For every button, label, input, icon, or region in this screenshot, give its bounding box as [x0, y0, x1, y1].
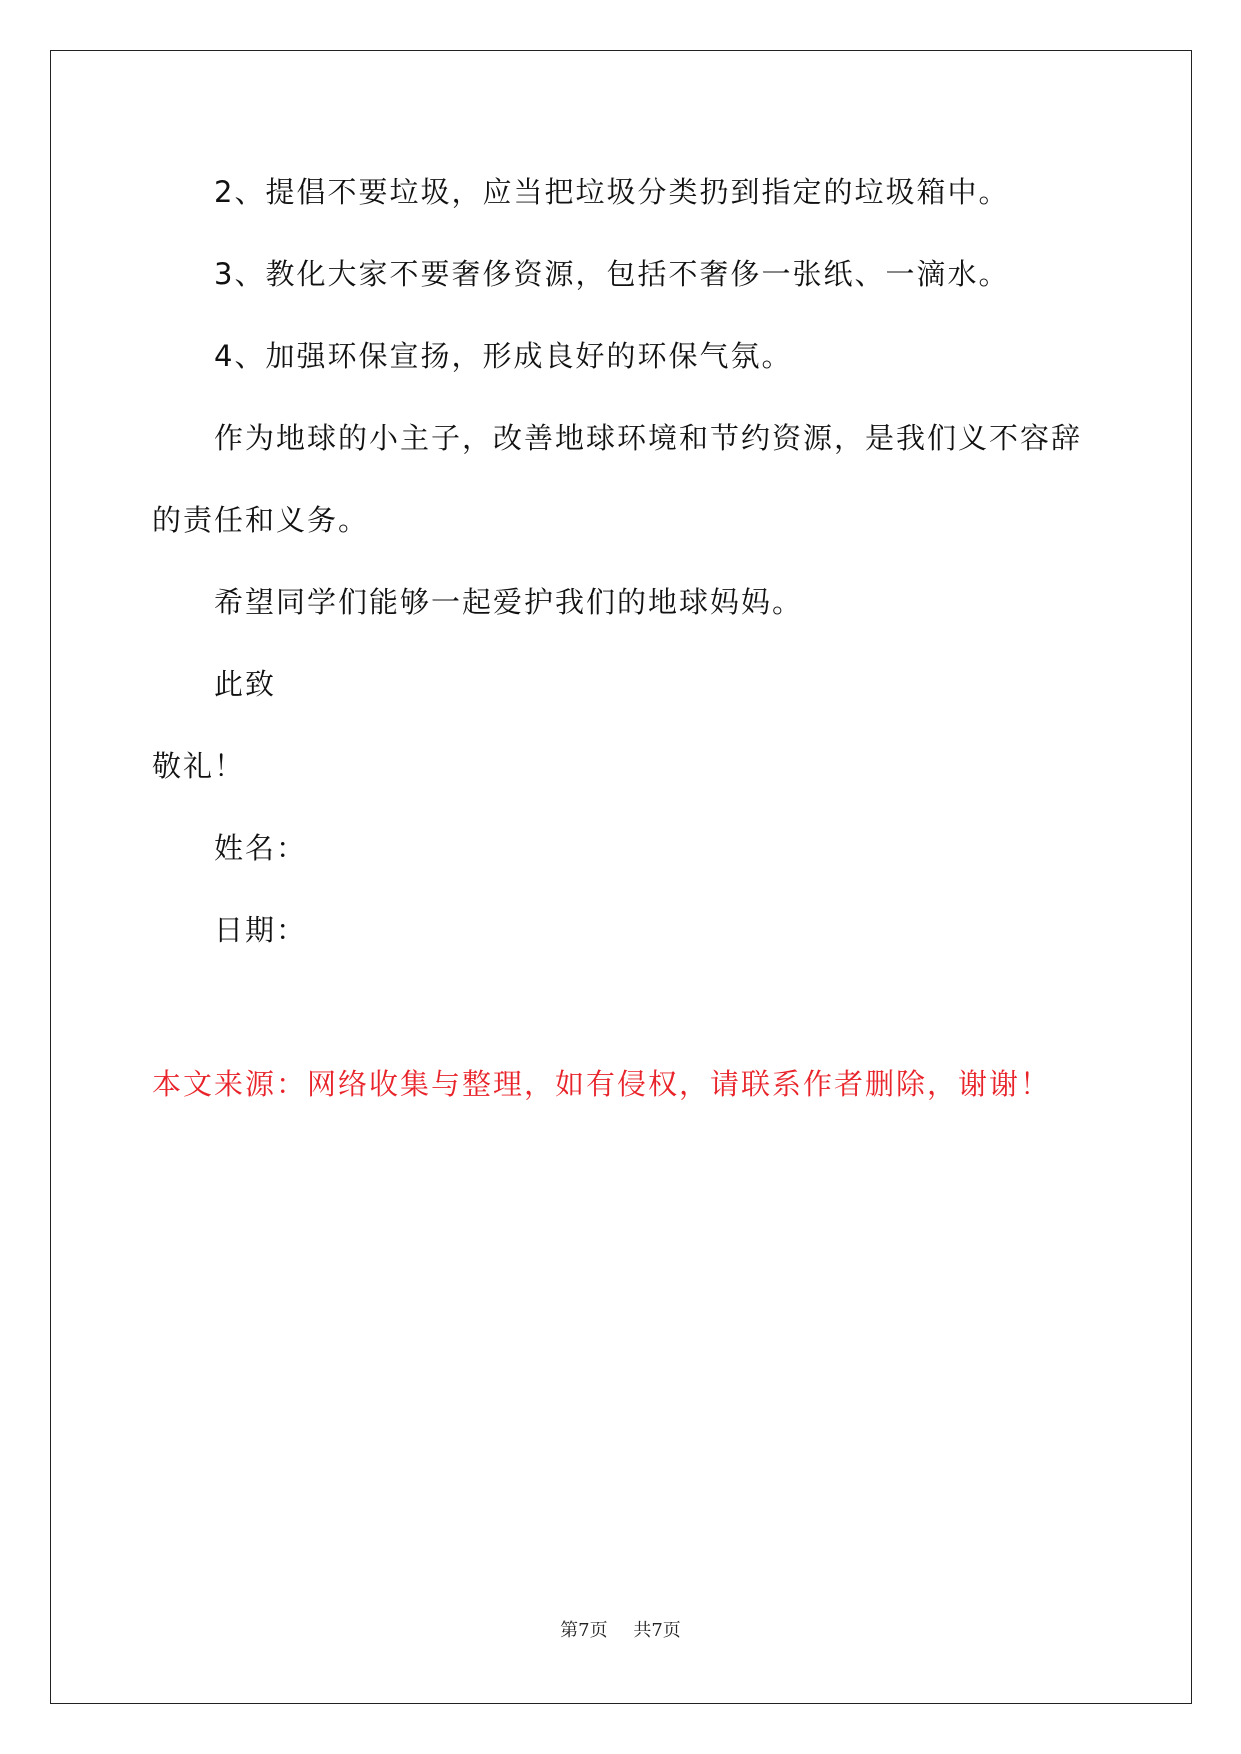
page-footer	[0, 1616, 1241, 1642]
paragraph-hope: 希望同学们能够一起爱护我们的地球妈妈。	[214, 585, 804, 619]
paragraph-responsibility: 作为地球的小主子，改善地球环境和节约资源，是我们义不容辞	[214, 421, 1083, 455]
source-note: 本文来源：网络收集与整理，如有侵权，请联系作者删除，谢谢！	[152, 1067, 1052, 1101]
closing-salutation: 此致	[214, 667, 277, 701]
page-border	[50, 50, 1192, 1704]
paragraph-responsibility-cont: 的责任和义务。	[152, 503, 370, 537]
date-field-label: 日期：	[214, 913, 308, 947]
paragraph-item-4: 4、加强环保宣扬，形成良好的环保气氛。	[214, 339, 793, 373]
paragraph-item-3: 3、教化大家不要奢侈资源，包括不奢侈一张纸、一滴水。	[214, 257, 1010, 291]
name-field-label: 姓名：	[214, 831, 308, 865]
page-current: 第7页	[560, 1620, 608, 1641]
paragraph-item-2: 2、提倡不要垃圾，应当把垃圾分类扔到指定的垃圾箱中。	[214, 175, 1010, 209]
page-total: 共7页	[633, 1620, 681, 1641]
closing-respect: 敬礼！	[152, 749, 246, 783]
